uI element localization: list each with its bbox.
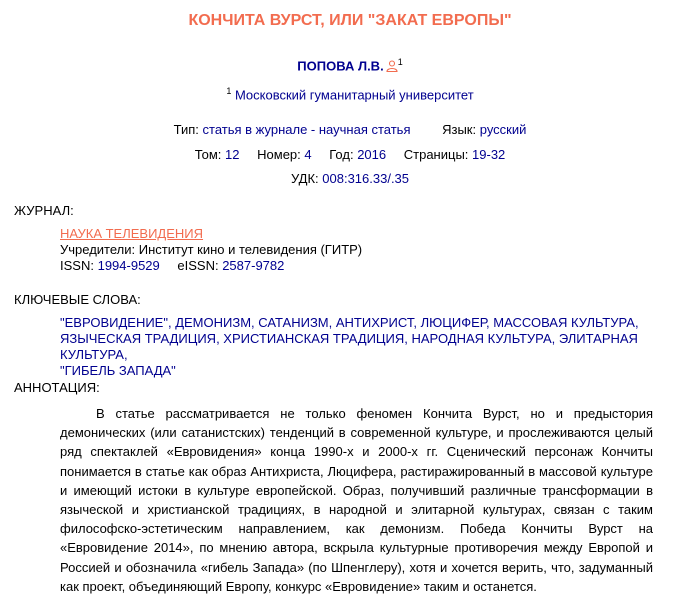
affiliation-marker: 1 [226, 86, 232, 96]
keyword-link[interactable]: АНТИХРИСТ [335, 315, 414, 330]
keyword-link[interactable]: ЭЛИТАРНАЯ КУЛЬТУРА [60, 331, 638, 362]
article-title: КОНЧИТА ВУРСТ, ИЛИ "ЗАКАТ ЕВРОПЫ" [188, 12, 512, 29]
pages-label: Страницы: [403, 147, 469, 162]
number-value-link[interactable]: 4 [304, 147, 312, 162]
volume-value-link[interactable]: 12 [225, 147, 240, 162]
keyword-link[interactable]: ДЕМОНИЗМ [175, 315, 252, 330]
year-label: Год: [329, 147, 354, 162]
eissn-label: eISSN: [177, 258, 219, 273]
person-outline-icon[interactable] [386, 60, 398, 75]
keyword-link[interactable]: МАССОВАЯ КУЛЬТУРА [493, 315, 635, 330]
keywords-list: "ЕВРОВИДЕНИЕ", ДЕМОНИЗМ, САТАНИЗМ, АНТИХРИСТ, ЛЮЦИФЕР, МАССОВАЯ КУЛЬТУРА, ЯЗЫЧЕСКАЯ ТРАДИЦИЯ, ХРИСТИАНСКАЯ ТРАДИЦИЯ, НАРОДНАЯ КУЛЬТУРА, ЭЛИТАРНАЯ КУЛЬТУРА, "ГИБЕЛЬ ЗАПАДА" [60, 315, 639, 378]
journal-heading: ЖУРНАЛ: [14, 203, 74, 218]
volume-label: Том: [194, 147, 222, 162]
keyword-link[interactable]: ЯЗЫЧЕСКАЯ ТРАДИЦИЯ [60, 331, 217, 346]
keyword-link[interactable]: САТАНИЗМ [258, 315, 329, 330]
affiliation-line [0, 86, 700, 102]
meta-row-issue [0, 147, 700, 162]
author-name-link[interactable]: ПОПОВА Л.В. [297, 58, 384, 74]
keyword-link[interactable]: ХРИСТИАНСКАЯ ТРАДИЦИЯ [223, 331, 405, 346]
issn-value-link[interactable]: 1994-9529 [97, 258, 160, 273]
keywords-heading: КЛЮЧЕВЫЕ СЛОВА: [14, 292, 141, 307]
meta-row-udk [0, 171, 700, 186]
keyword-link[interactable]: "ЕВРОВИДЕНИЕ" [60, 315, 168, 330]
author-line [0, 57, 700, 75]
year-value-link[interactable]: 2016 [357, 147, 387, 162]
language-label: Язык: [442, 122, 477, 137]
affiliation-link[interactable]: Московский гуманитарный университет [234, 87, 474, 103]
abstract-heading: АННОТАЦИЯ: [14, 380, 100, 395]
abstract-text: В статье рассматривается не только феномен Кончита Вурст, но и предыстория демонических (или сатанистских) тенденций в современной культуре, и прослеживаются целый ряд спектаклей «Евровидения» конца 1990-х и 2000-х гг. Сценический персонаж Кончиты понимается в статье как образ Антихриста, Люцифера, растиражированный в массовой культуре и имеющий истоки в культуре европейской. Образ, получивший различные трансформации в языческой и христианской традициях, в народной и элитарной культурах, связан с таким философско-эстетическим направлением, как демонизм. Победа Кончиты Вурст на «Евровидение 2014», по мнению автора, вскрыла культурные противоречия между Европой и Россией и обозначила «гибель Запада» (по Шпенглеру), хотя и хочется верить, что, задуманный как проект, объединяющий Европу, конкурс «Евровидение» таким и останется. [60, 406, 653, 594]
issn-label: ISSN: [60, 258, 94, 273]
journal-founders: Учредители: Институт кино и телевидения (ГИТР) [60, 242, 363, 257]
author-affiliation-marker: 1 [397, 57, 403, 67]
journal-info [60, 226, 362, 274]
language-value-link[interactable]: русский [479, 122, 527, 137]
keyword-link[interactable]: ЛЮЦИФЕР [420, 315, 487, 330]
meta-row-type [0, 122, 700, 137]
eissn-value-link[interactable]: 2587-9782 [222, 258, 285, 273]
journal-name-link[interactable]: НАУКА ТЕЛЕВИДЕНИЯ [60, 226, 204, 241]
keyword-link[interactable]: "ГИБЕЛЬ ЗАПАДА" [60, 363, 176, 378]
type-value-link[interactable]: статья в журнале - научная статья [202, 122, 411, 137]
number-label: Номер: [257, 147, 301, 162]
udk-value: 008:316.33/.35 [322, 171, 410, 186]
pages-value: 19-32 [472, 147, 506, 162]
udk-label: УДК: [290, 171, 319, 186]
keyword-link[interactable]: НАРОДНАЯ КУЛЬТУРА [411, 331, 552, 346]
type-label: Тип: [173, 122, 199, 137]
